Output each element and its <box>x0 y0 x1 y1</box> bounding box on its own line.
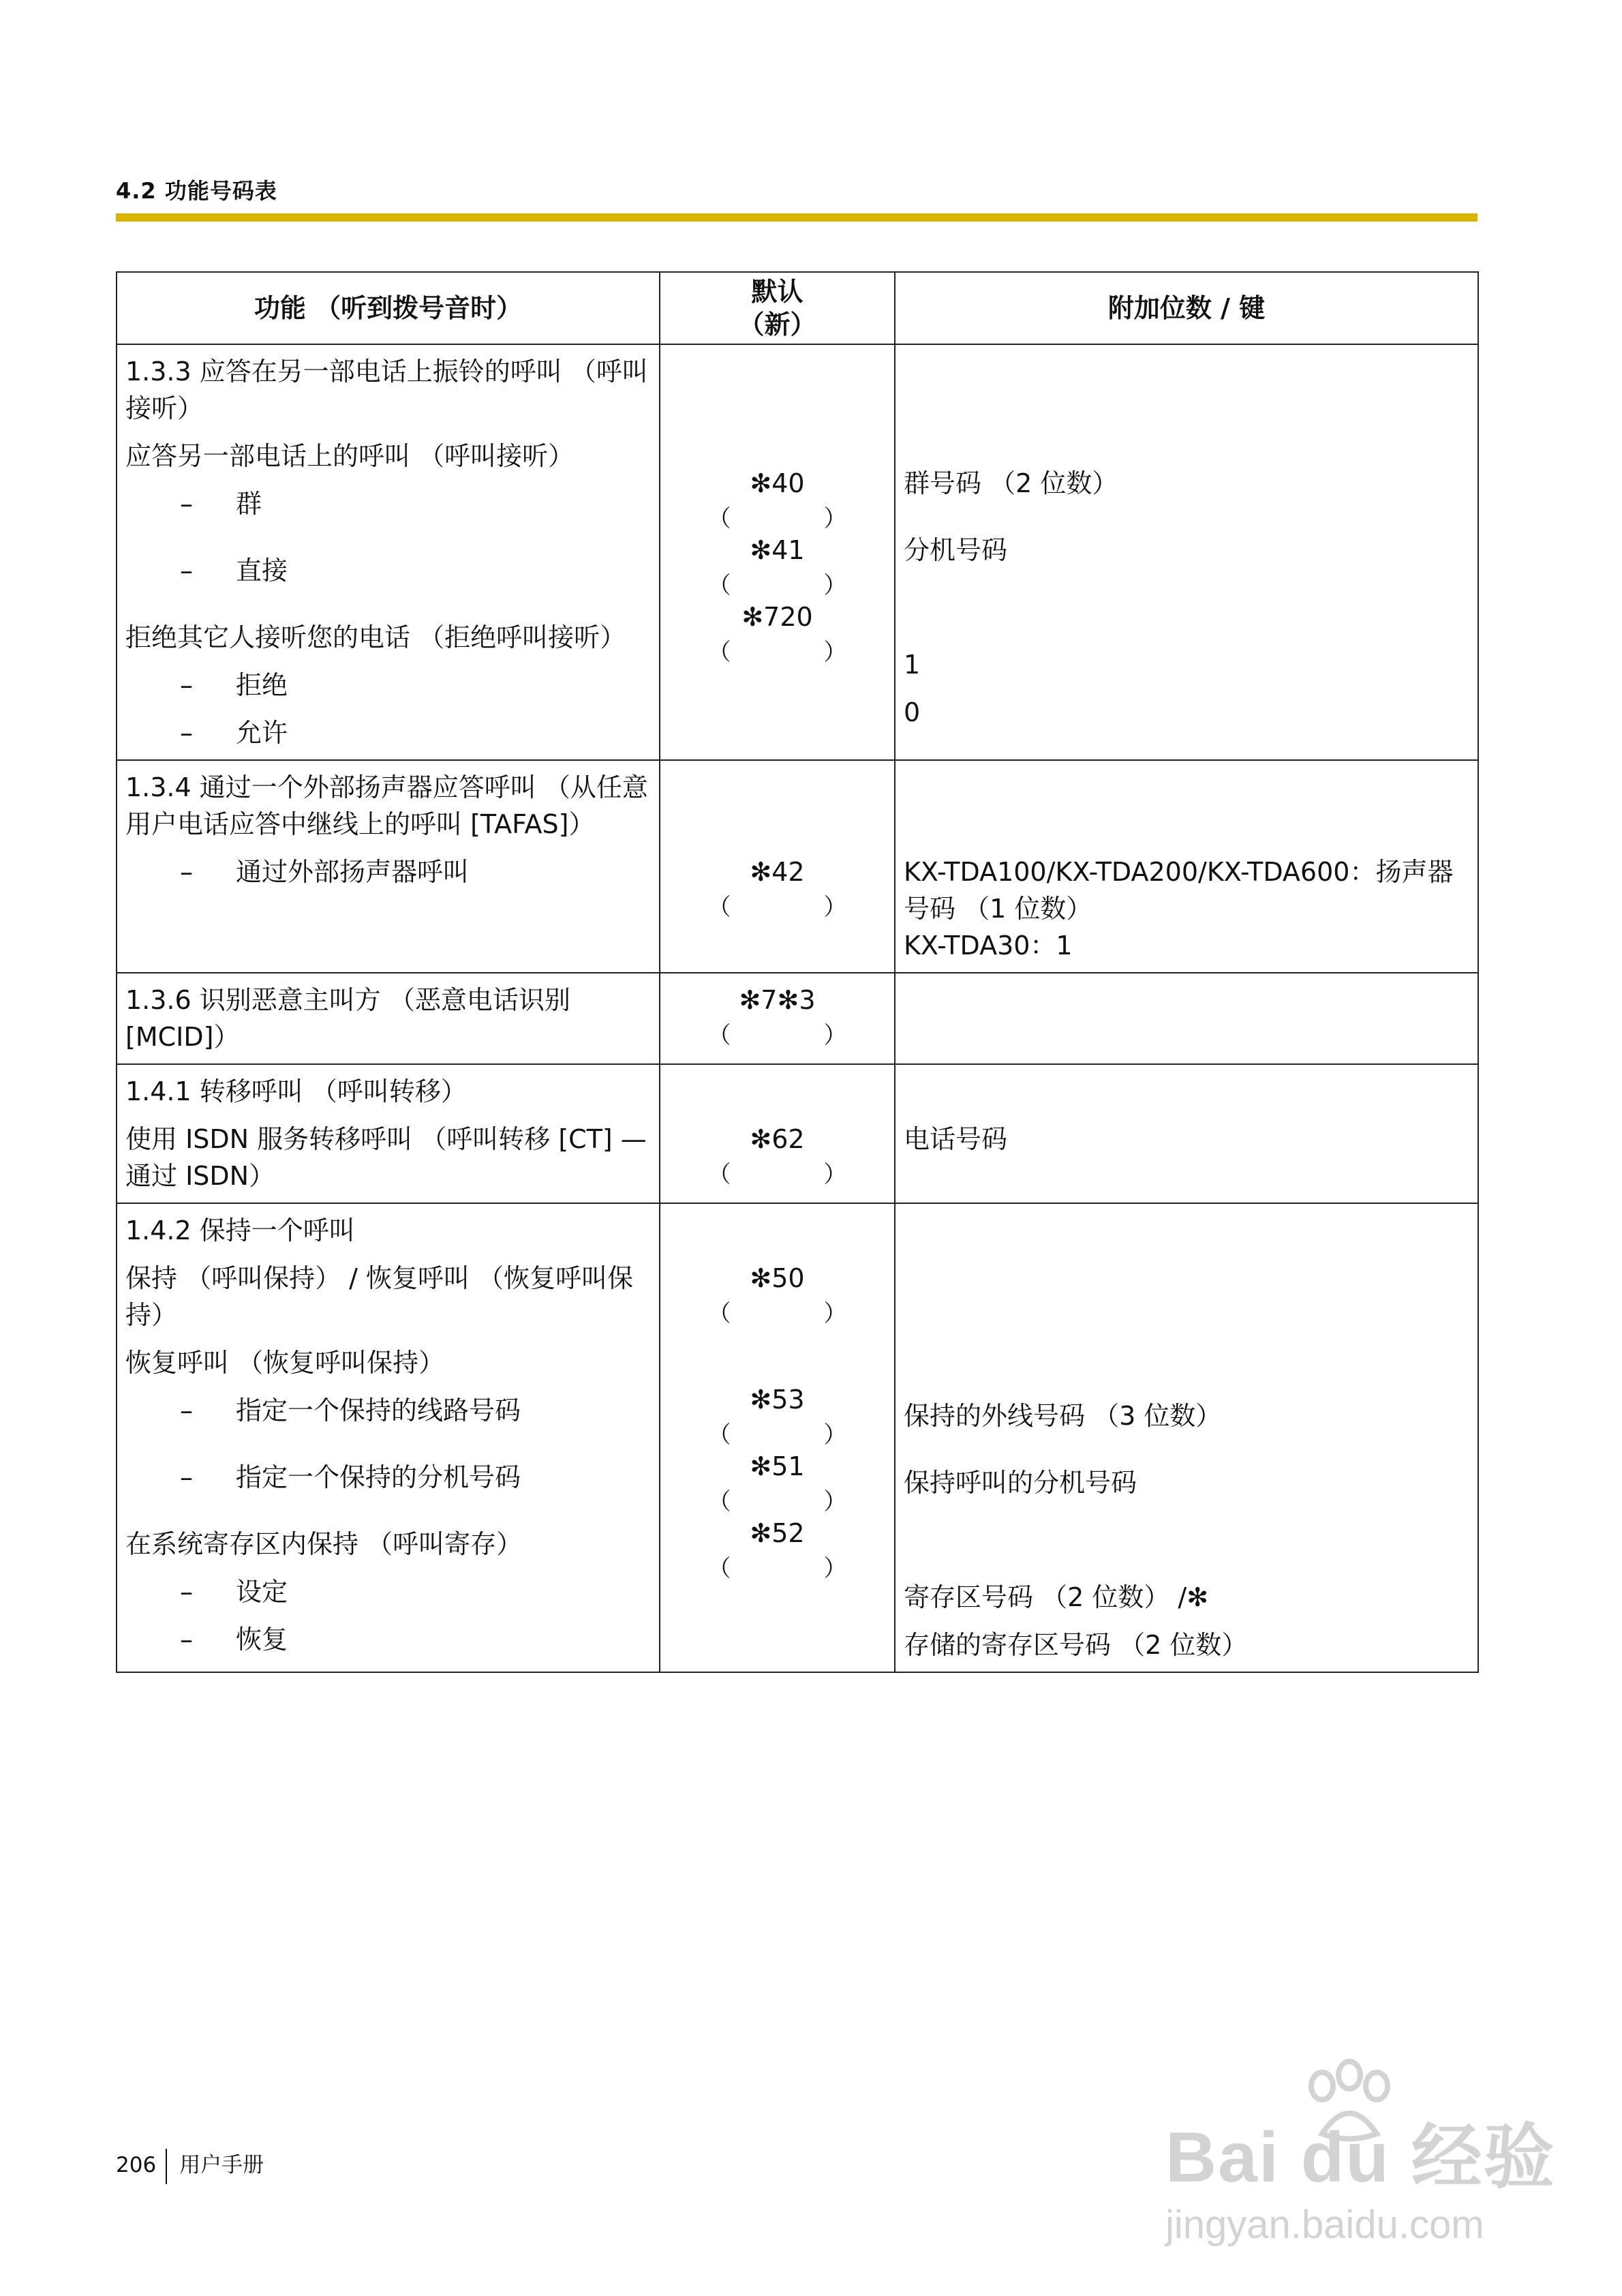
feature-item: – 直接 <box>180 556 288 586</box>
extra-cell <box>895 973 1478 1064</box>
table-row <box>117 1203 1478 1672</box>
extra-value: 保持的外线号码 （3 位数） <box>904 1401 1222 1431</box>
code-new: （ ） <box>707 1161 847 1188</box>
extra-cell <box>895 344 1478 760</box>
watermark-brand: Bai du 经验 <box>1165 2118 1556 2197</box>
extra-value: 保持呼叫的分机号码 <box>904 1468 1137 1498</box>
feature-subtitle: 恢复呼叫 （恢复呼叫保持） <box>125 1348 445 1378</box>
code-hold: ✻50 （ ） <box>707 1263 847 1327</box>
feature-cell <box>117 344 660 760</box>
feature-title: 1.4.1 转移呼叫 （呼叫转移） <box>125 1076 467 1106</box>
watermark-url: jingyan.baidu.com <box>1165 2203 1484 2247</box>
code-default: ✻62 <box>750 1124 805 1154</box>
feature-item: – 允许 <box>180 718 288 748</box>
feature-subtitle: 使用 ISDN 服务转移呼叫 （呼叫转移 [CT] —通过 ISDN） <box>125 1124 647 1191</box>
code-default: ✻7✻3 <box>739 985 816 1015</box>
extra-cell <box>895 760 1478 973</box>
extra-value: 分机号码 <box>904 535 1008 565</box>
table-row <box>117 973 1478 1064</box>
section-title: 4.2 功能号码表 <box>116 178 277 204</box>
table-row <box>117 1064 1478 1203</box>
feature-title: 1.3.6 识别恶意主叫方 （恶意电话识别 [MCID]） <box>125 985 570 1052</box>
feature-item: – 指定一个保持的线路号码 <box>180 1395 521 1425</box>
code-cell <box>660 1203 895 1672</box>
feature-item: – 通过外部扬声器呼叫 <box>180 857 470 887</box>
extra-value: KX-TDA30：1 <box>904 931 1073 961</box>
feature-item: – 群 <box>180 489 262 519</box>
table-row <box>117 344 1478 760</box>
feature-item: – 指定一个保持的分机号码 <box>180 1462 521 1492</box>
extra-cell <box>895 1203 1478 1672</box>
code-new: （ ） <box>707 894 847 921</box>
feature-subtitle: 拒绝其它人接听您的电话 （拒绝呼叫接听） <box>125 622 626 652</box>
page-number: 206 <box>116 2153 157 2177</box>
feature-cell <box>117 1064 660 1203</box>
extra-value: 电话号码 <box>904 1124 1008 1154</box>
footer-divider <box>166 2149 167 2184</box>
extra-value: 群号码 （2 位数） <box>904 468 1118 498</box>
header-default <box>660 272 895 344</box>
code-direct: ✻41 （ ） <box>707 535 847 599</box>
feature-subtitle: 应答另一部电话上的呼叫 （呼叫接听） <box>125 441 575 471</box>
extra-cell <box>895 1064 1478 1203</box>
feature-subtitle: 在系统寄存区内保持 （呼叫寄存） <box>125 1529 523 1559</box>
code-cell <box>660 1064 895 1203</box>
code-default: ✻42 <box>750 857 805 887</box>
feature-cell <box>117 760 660 973</box>
code-cell <box>660 344 895 760</box>
feature-title: 1.4.2 保持一个呼叫 <box>125 1215 355 1245</box>
feature-item: – 设定 <box>180 1577 288 1607</box>
code-ext: ✻51 （ ） <box>707 1451 847 1515</box>
table-header-row <box>117 272 1478 344</box>
extra-value: 0 <box>904 697 921 727</box>
header-default-line1: 默认 <box>751 277 804 307</box>
extra-value: 1 <box>904 650 921 680</box>
header-extra: 附加位数 / 键 <box>895 272 1478 344</box>
feature-item: – 拒绝 <box>180 670 288 700</box>
feature-title: 1.3.4 通过一个外部扬声器应答呼叫 （从任意用户电话应答中继线上的呼叫 [TAFAS]） <box>125 772 648 839</box>
feature-title: 1.3.3 应答在另一部电话上振铃的呼叫 （呼叫接听） <box>125 357 648 423</box>
code-cell <box>660 760 895 973</box>
feature-cell <box>117 1203 660 1672</box>
feature-item: – 恢复 <box>180 1625 288 1655</box>
section-accent-bar <box>116 213 1478 222</box>
code-deny: ✻720 （ ） <box>707 602 847 666</box>
extra-value: 存储的寄存区号码 （2 位数） <box>904 1630 1248 1660</box>
baidu-watermark <box>1152 2059 1561 2263</box>
table-row <box>117 760 1478 973</box>
feature-number-table <box>116 271 1479 1673</box>
code-line: ✻53 （ ） <box>707 1385 847 1449</box>
code-park: ✻52 （ ） <box>707 1518 847 1582</box>
extra-value: KX-TDA100/KX-TDA200/KX-TDA600：扬声器号码 （1 位数） <box>904 857 1454 924</box>
code-group: ✻40 （ ） <box>707 468 847 532</box>
extra-value: 寄存区号码 （2 位数） /✻ <box>904 1582 1209 1612</box>
header-default-line2: （新） <box>738 309 816 339</box>
feature-subtitle: 保持 （呼叫保持） / 恢复呼叫 （恢复呼叫保持） <box>125 1263 634 1330</box>
code-new: （ ） <box>707 1022 847 1049</box>
feature-cell <box>117 973 660 1064</box>
header-feature: 功能 （听到拨号音时） <box>117 272 660 344</box>
manual-title: 用户手册 <box>179 2153 264 2177</box>
page-footer <box>116 2147 264 2184</box>
code-cell <box>660 973 895 1064</box>
